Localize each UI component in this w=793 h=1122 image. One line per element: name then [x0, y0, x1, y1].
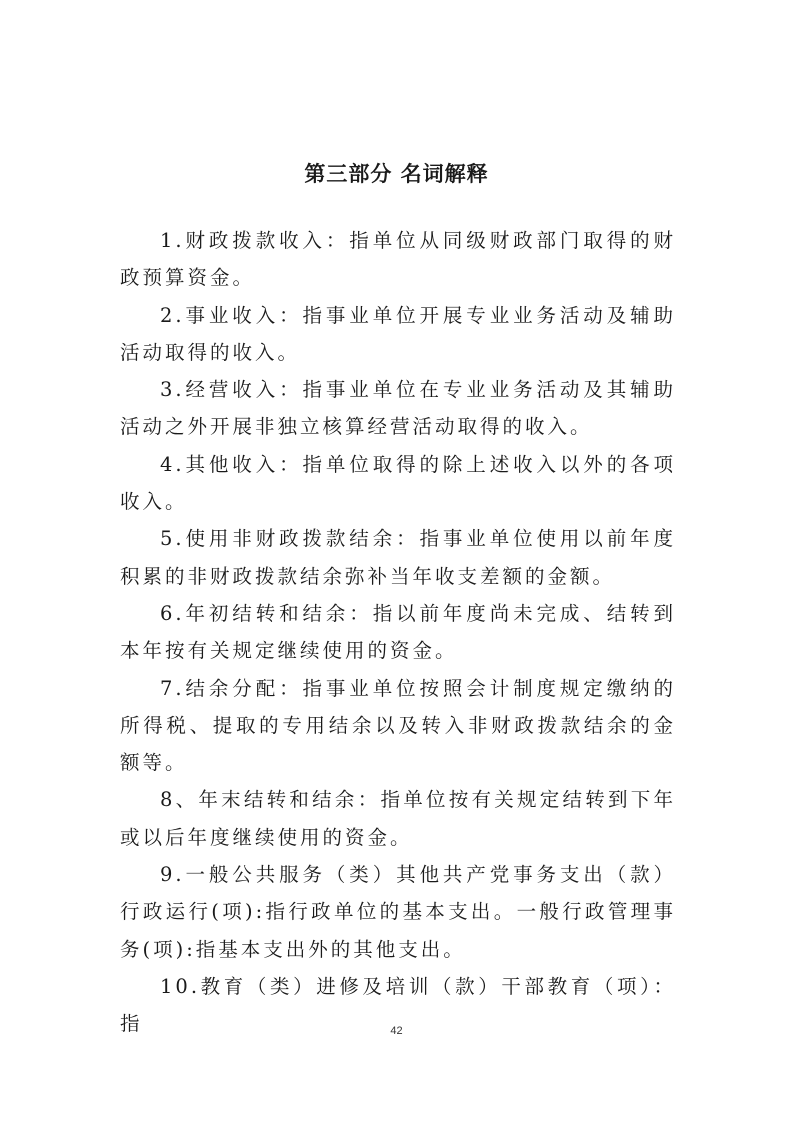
definition-paragraph-8: 8、年末结转和结余：指单位按有关规定结转到下年或以后年度继续使用的资金。: [120, 788, 676, 849]
definition-paragraph-2: 2.事业收入：指事业单位开展专业业务活动及辅助活动取得的收入。: [120, 303, 676, 364]
definition-paragraph-9: 9.一般公共服务（类）其他共产党事务支出（款）行政运行(项):指行政单位的基本支出。一般行政管理事务(项):指基本支出外的其他支出。: [120, 863, 676, 961]
definition-paragraph-4: 4.其他收入：指单位取得的除上述收入以外的各项收入。: [120, 452, 676, 514]
page-title: 第三部分 名词解释: [304, 162, 489, 187]
definition-paragraph-10: 10.教育（类）进修及培训（款）干部教育（项）：指: [120, 974, 676, 1036]
definition-paragraph-5: 5.使用非财政拨款结余：指事业单位使用以前年度积累的非财政拨款结余弥补当年收支差额的金额。: [120, 527, 676, 588]
definition-paragraph-1: 1.财政拨款收入：指单位从同级财政部门取得的财政预算资金。: [120, 229, 676, 290]
definition-paragraph-6: 6.年初结转和结余：指以前年度尚未完成、结转到本年按有关规定继续使用的资金。: [120, 601, 676, 663]
document-body: [120, 222, 676, 1043]
page-number: 42: [390, 1025, 403, 1037]
definition-paragraph-3: 3.经营收入：指事业单位在专业业务活动及其辅助活动之外开展非独立核算经营活动取得的收入。: [120, 378, 676, 439]
definition-paragraph-7: 7.结余分配：指事业单位按照会计制度规定缴纳的所得税、提取的专用结余以及转入非财政拨款结余的金额等。: [120, 676, 676, 775]
